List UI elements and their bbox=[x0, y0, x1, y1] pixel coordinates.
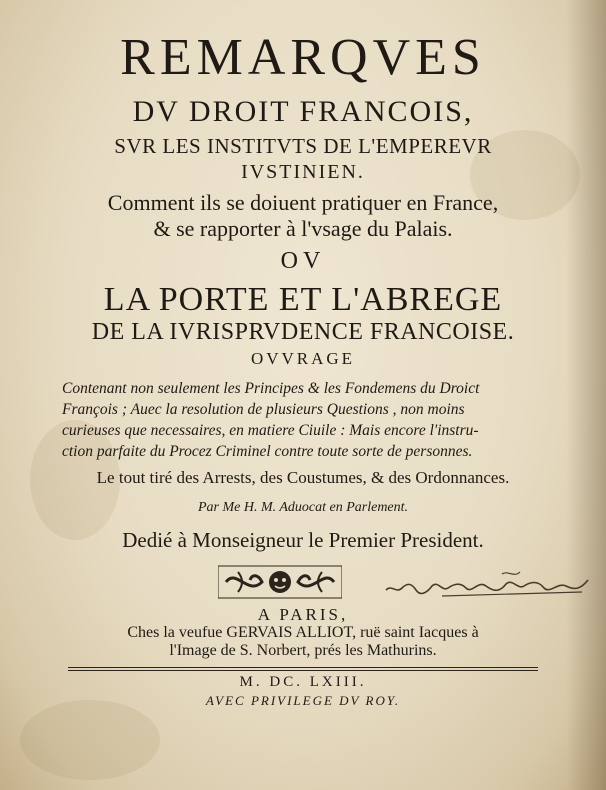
main-title: REMARQVES bbox=[120, 29, 486, 86]
title-line-4: IVSTINIEN. bbox=[241, 161, 365, 183]
imprint-city: A PARIS, bbox=[257, 605, 349, 624]
handwritten-annotation bbox=[382, 566, 592, 602]
title-line-3: SVR LES INSTITVTS DE L'EMPEREVR bbox=[114, 134, 492, 158]
description-line: ction parfaite du Procez Criminel contre toute sorte de personnes. bbox=[62, 443, 473, 460]
author-line: Par Me H. M. Aduocat en Parlement. bbox=[197, 500, 409, 515]
title-line-2: DV DROIT FRANCOIS, bbox=[132, 95, 474, 128]
subtitle-line-2: & se rapporter à l'vsage du Palais. bbox=[153, 216, 453, 241]
subtitle-or: OV bbox=[280, 248, 326, 274]
description-line: Contenant non seulement les Principes & les Fondemens du Droict bbox=[62, 380, 480, 397]
privilege-line: AVEC PRIVILEGE DV ROY. bbox=[205, 693, 401, 708]
alternate-title: LA PORTE ET L'ABREGE bbox=[103, 281, 503, 318]
alternate-title-line-2: DE LA IVRISPRVDENCE FRANCOISE. bbox=[91, 319, 515, 345]
description-line: François ; Auec la resolution de plusieurs Questions , non moins bbox=[62, 401, 465, 418]
printers-ornament-icon bbox=[218, 562, 342, 602]
publication-date: M. DC. LXIII. bbox=[239, 674, 367, 690]
paper-stain bbox=[20, 700, 160, 780]
divider-rule bbox=[68, 670, 538, 671]
imprint-printer-line-2: l'Image de S. Norbert, prés les Mathurins. bbox=[169, 642, 437, 659]
imprint-printer-line-1: Ches la veufue GERVAIS ALLIOT, ruë saint Iacques à bbox=[127, 624, 479, 641]
subtitle-line-1: Comment ils se doiuent pratiquer en France, bbox=[107, 190, 499, 215]
divider-rule bbox=[68, 667, 538, 668]
sources-line: Le tout tiré des Arrests, des Coustumes, & des Ordonnances. bbox=[96, 468, 510, 487]
ouvrage-label: OVVRAGE bbox=[250, 349, 356, 368]
description-line: curieuses que necessaires, en matiere Ciuile : Mais encore l'instru- bbox=[62, 422, 479, 439]
dedication-line: Dedié à Monseigneur le Premier President. bbox=[122, 528, 484, 552]
